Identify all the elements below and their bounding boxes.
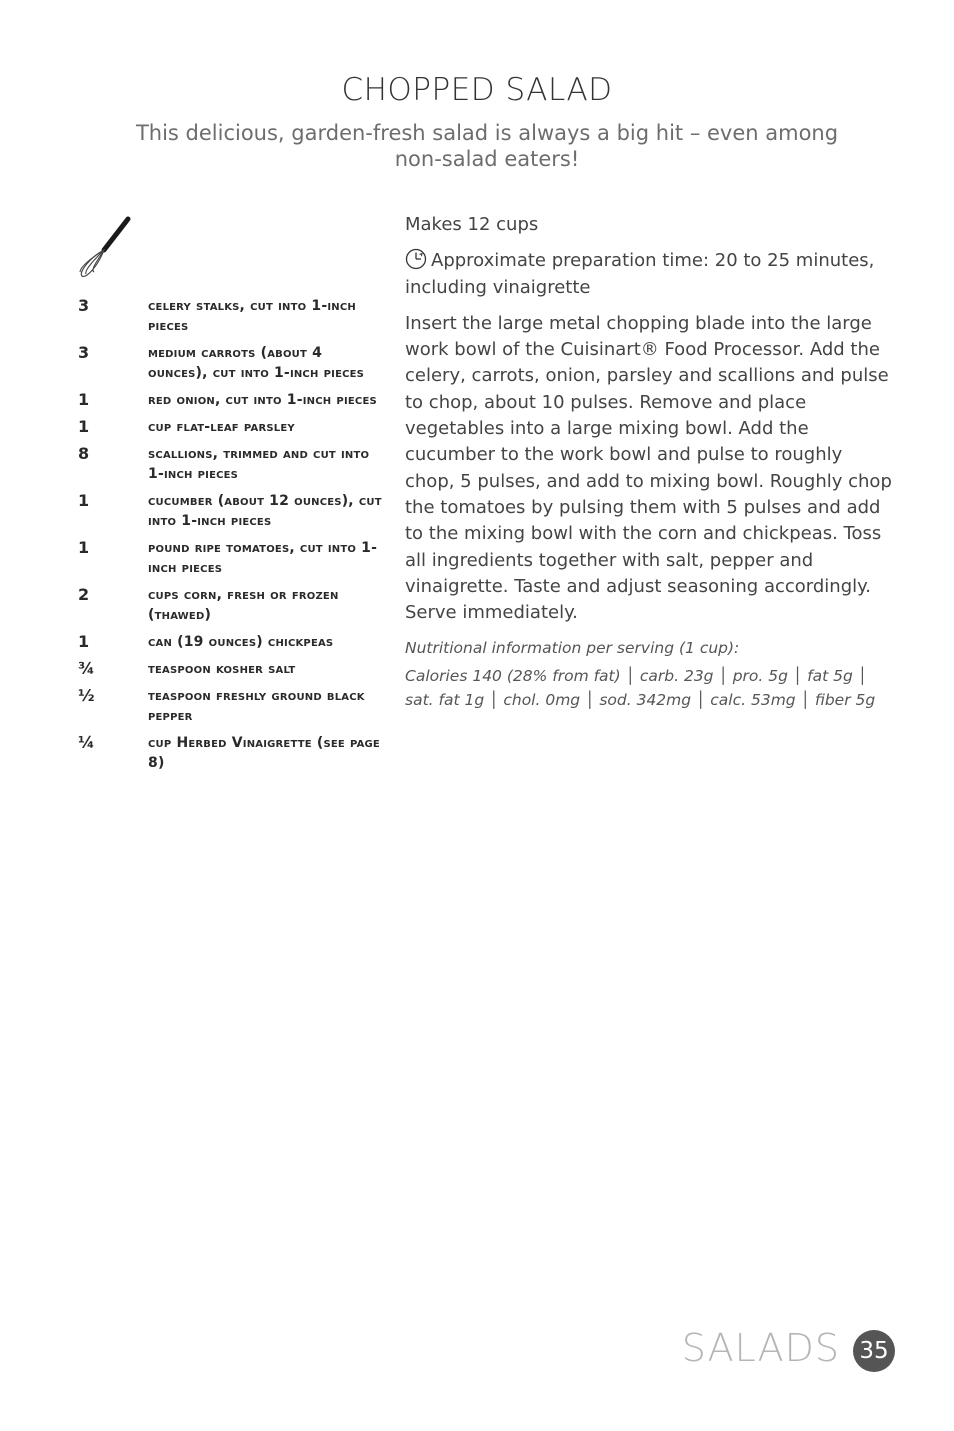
ingredient-row [78,585,388,625]
ingredient-text: scallions, trimmed and cut into 1-inch pieces [148,446,370,482]
ingredient-text: teaspoon freshly ground black pepper [148,688,365,724]
ingredient-quantity: 3 [78,343,90,362]
prep-time-text: Approximate preparation time: 20 to 25 minutes, including vinaigrette [405,250,875,298]
ingredient-text: teaspoon kosher salt [148,661,296,677]
ingredient-quantity: 1 [78,538,90,557]
ingredient-row [78,659,388,679]
instructions: Insert the large metal chopping blade into the large work bowl of the Cuisinart® Food Processor. Add the celery, carrots, onion, parsley and scallions and pulse to chop, about 10 pulses. Remove and place vegetables into a large mixing bowl. Add the cucumber to the work bowl and pulse to roughly chop, 5 pulses, and add to mixing bowl. Roughly chop the tomatoes by pulsing them with 5 pulses and add to the mixing bowl with the corn and chickpeas. Toss all ingredients together with salt, pepper and vinaigrette. Taste and adjust seasoning accordingly. Serve immediately. [405,312,892,624]
ingredient-text: cup flat-leaf parsley [148,419,295,435]
nutrition-line-1: Calories 140 (28% from fat) │ carb. 23g │ pro. 5g │ fat 5g │ [405,667,868,686]
ingredient-row [78,390,388,410]
ingredient-quantity: ½ [78,686,95,705]
ingredient-quantity: 2 [78,585,90,604]
ingredient-text: red onion, cut into 1-inch pieces [148,392,377,408]
ingredient-text: cup Herbed Vinaigrette (see page 8) [148,735,380,771]
yield-text: Makes 12 cups [405,214,539,235]
nutrition-line-2: sat. fat 1g │ chol. 0mg │ sod. 342mg │ calc. 53mg │ fiber 5g [405,691,876,710]
ingredient-row [78,491,388,531]
ingredient-row [78,343,388,383]
prep-time [405,248,895,301]
ingredient-text: cucumber (about 12 ounces), cut into 1-inch pieces [148,493,382,529]
ingredient-row [78,444,388,484]
ingredient-row [78,632,388,652]
nutrition-label: Nutritional information per serving (1 cup): [405,639,740,658]
recipe-subtitle: This delicious, garden-fresh salad is always a big hit – even among non-salad eaters! [135,121,839,171]
section-label: SALADS [681,1326,840,1370]
ingredient-text: cups corn, fresh or frozen (thawed) [148,587,339,623]
ingredient-quantity: 1 [78,491,90,510]
page-title: CHOPPED SALAD [341,72,613,108]
ingredient-quantity: 1 [78,632,90,651]
ingredient-row [78,733,388,773]
ingredient-quantity: 8 [78,444,90,463]
ingredient-text: medium carrots (about 4 ounces), cut into 1-inch pieces [148,345,365,381]
ingredient-list [78,296,388,780]
ingredient-row [78,686,388,726]
ingredient-row [78,538,388,578]
page-number-badge: 35 [853,1330,895,1372]
ingredient-quantity: ¼ [78,733,95,752]
ingredient-row [78,296,388,336]
ingredient-text: can (19 ounces) chickpeas [148,634,334,650]
ingredient-row [78,417,388,437]
ingredient-quantity: 3 [78,296,90,315]
ingredient-text: pound ripe tomatoes, cut into 1-inch pieces [148,540,378,576]
clock-icon [405,248,427,270]
recipe-details [405,212,895,712]
ingredient-text: celery stalks, cut into 1-inch pieces [148,298,356,334]
ingredient-quantity: ¾ [78,659,95,678]
ingredient-quantity: 1 [78,390,90,409]
whisk-icon [76,216,134,280]
ingredient-quantity: 1 [78,417,90,436]
